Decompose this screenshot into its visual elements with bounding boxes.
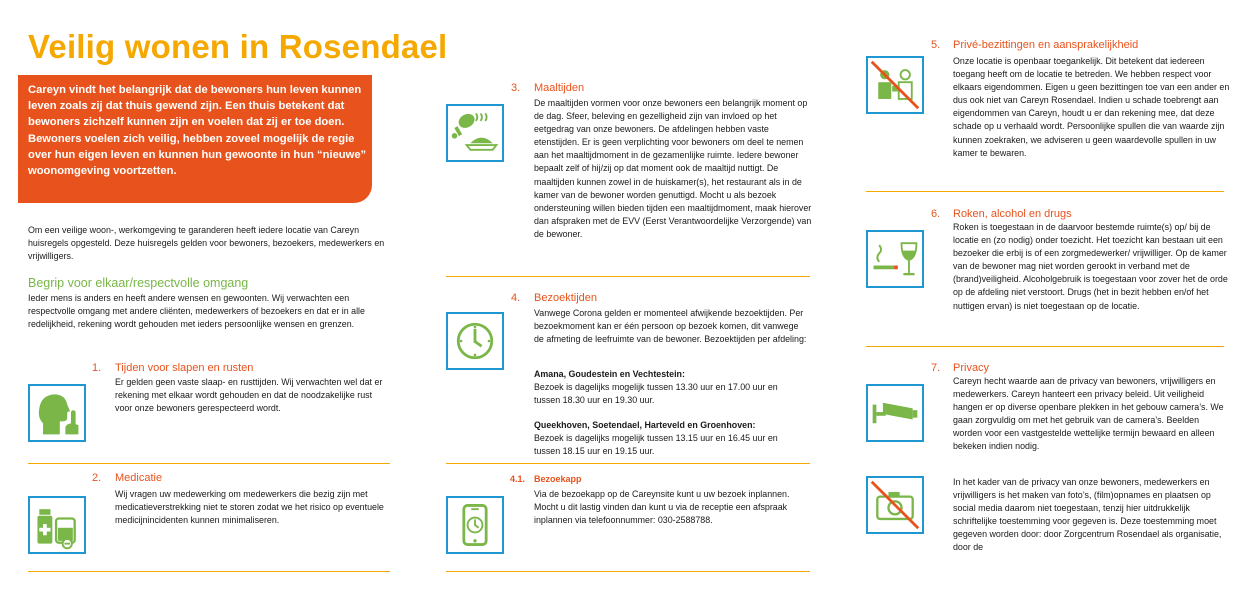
section-5-number: 5. <box>931 39 941 51</box>
divider <box>446 463 810 464</box>
section-4-1-number: 4.1. <box>510 474 526 484</box>
divider <box>446 276 810 277</box>
clock-icon <box>446 312 504 370</box>
section-4-title: Bezoektijden <box>534 292 597 304</box>
divider <box>866 191 1224 192</box>
section-4-body: Vanwege Corona gelden er momenteel afwijkende bezoektijden. Per bezoekmoment kan er één persoon op bezoek komen, dit vanwege de afmeting de leefruimte van de bewoner. Bezoektijden per afdeling: <box>534 308 807 345</box>
divider <box>28 571 390 572</box>
section-2-body: Wij vragen uw medewerking om medewerkers die bezig zijn met medicatieverstrekking niet te storen zodat we het risico op eventuele medicijnincidenten kunnen minimaliseren. <box>115 489 384 526</box>
section-1-title: Tijden voor slapen en rusten <box>115 362 254 374</box>
no-photo-camera-icon <box>866 476 924 534</box>
smoking-alcohol-icon <box>866 230 924 288</box>
lead-paragraph: Om een veilige woon-, werkomgeving te garanderen heeft iedere locatie van Careyn huisregels opgesteld. Deze huisregels gelden voor bewoners, bezoekers, medewerkers en vrijwilligers. <box>28 225 385 262</box>
section-5-title: Privé-bezittingen en aansprakelijkheid <box>953 39 1139 51</box>
section-4-group2-body: Bezoek is dagelijks mogelijk tussen 13.15 uur en 16.45 uur en tussen 18.15 uur en 19.15 uur. <box>534 433 778 457</box>
section-4-group2-title: Queekhoven, Soetendael, Harteveld en Groenhoven: <box>534 420 756 430</box>
section-1-body: Er gelden geen vaste slaap- en rusttijden. Wij verwachten wel dat er rekening met elkaar wordt gehouden en dat de noodzakelijke rust voor onze bewoners gerespecteerd wordt. <box>115 377 383 414</box>
security-camera-icon <box>866 384 924 442</box>
divider <box>446 571 810 572</box>
section-6-body: Roken is toegestaan in de daarvoor bestemde ruimte(s) op/ bij de locatie en (zo nodig) onder toezicht. Het toezicht kan bestaan uit een bezoeker die erbij is of een zorgmedewerker/ vrijwilliger. Op de kamer van de bewoner mag niet worden gerookt in verband met de (brand)veiligheid. Alcoholgebruik is toegestaan voor zover het de orde op de afdeling niet verstoort. Drugs (het in bezit hebben en/of het nuttigen ervan) is niet toegestaan op de locatie. <box>953 222 1228 311</box>
respect-paragraph: Ieder mens is anders en heeft andere wensen en gewoonten. Wij verwachten een respectvolle omgang met andere cliënten, medewerkers of bezoekers en dat er in alle redelijkheid, rekening wordt gehouden met ieders persoonlijke wensen en grenzen. <box>28 293 365 330</box>
section-4-number: 4. <box>511 292 521 304</box>
section-7-title: Privacy <box>953 362 990 374</box>
section-4-group1-title: Amana, Goudestein en Vechtestein: <box>534 369 685 379</box>
section-4-1-body: Via de bezoekapp op de Careynsite kunt u uw bezoek inplannen. Mocht u dit lastig vinden dan kunt u via de receptie een afspraak inplannen via telefoonnummer: 030-2588788. <box>534 489 790 526</box>
section-5-body: Onze locatie is openbaar toegankelijk. Dit betekent dat iedereen toegang heeft om de locatie te betreden. We hebben respect voor elkaars eigendommen. Eigen u geen bezittingen toe van een ander en dus ook niet van Careyn Rosendael. Indien u schade toebrengt aan eigendommen van Careyn, houdt u er dan rekening mee, dat deze schade op u verhaald wordt. Persoonlijke spullen die van waarde zijn kunnen zoekraken, we adviseren u geen waardevolle spullen in uw kamer te bewaren. <box>953 56 1230 158</box>
section-2-number: 2. <box>92 472 102 484</box>
section-3-title: Maaltijden <box>534 82 585 94</box>
medication-icon <box>28 496 86 554</box>
section-3-number: 3. <box>511 82 521 94</box>
respect-heading: Begrip voor elkaar/respectvolle omgang <box>28 276 249 290</box>
section-4-group1-body: Bezoek is dagelijks mogelijk tussen 13.30 uur en 17.00 uur en tussen 18.30 uur en 19.30 uur. <box>534 382 778 406</box>
section-4-1-title: Bezoekapp <box>534 474 582 484</box>
section-2-title: Medicatie <box>115 472 163 484</box>
section-3-body: De maaltijden vormen voor onze bewoners een belangrijk moment op de dag. Sfeer, beleving en gezelligheid zijn van invloed op het eetgedrag van onze bewoners. De afdelingen hebben vaste etenstijden. Er is geen verplichting voor bewoners om deel te nemen aan het maaltijdmoment in de gezamenlijke ruimte. Iedere bewoner bepaalt zelf of hij/zij op dat moment ook de maaltijd nuttigt. De maaltijden kunnen zowel in de huiskamer(s), het restaurant als in de kamer van de bewoner worden genuttigd. Mocht u als bezoek ondersteuning willen bieden tijden een maaltijdmoment, maak hierover dan afspraken met de EVV (Eerst Verantwoordelijke Verzorgende) van de bewoner. <box>534 98 812 239</box>
section-7-body-1: Careyn hecht waarde aan de privacy van bewoners, vrijwilligers en medewerkers. Careyn hanteert een privacy beleid. Uit veiligheid hangen er op diverse openbare plekken in het gebouw camera’s. We gaan zorgvuldig om met het gebruik van de camera’s. Beelden worden voor een vastgestelde wettelijke termijn bewaard en alleen bekeken indien nodig. <box>953 376 1224 452</box>
phone-app-icon <box>446 496 504 554</box>
divider <box>866 346 1224 347</box>
no-taking-belongings-icon <box>866 56 924 114</box>
page-title: Veilig wonen in Rosendael <box>28 28 448 65</box>
quiet-person-icon <box>28 384 86 442</box>
intro-text: Careyn vindt het belangrijk dat de bewoners hun leven kunnen leven zoals zij dat thuis gewend zijn. Een thuis betekent dat bewoners zichzelf kunnen zijn en voelen dat zij er toe doen. Bewoners voelen zich veilig, hebben zoveel mogelijk de regie over hun eigen leven en kunnen hun gewoonte in hun “nieuwe” woonomgeving voortzetten. <box>28 84 367 178</box>
section-6-title: Roken, alcohol en drugs <box>953 208 1072 220</box>
section-6-number: 6. <box>931 208 941 220</box>
meal-icon <box>446 104 504 162</box>
divider <box>28 463 390 464</box>
section-7-body-2: In het kader van de privacy van onze bewoners, medewerkers en vrijwilligers is het maken van foto’s, (film)opnames en plaatsen op social media daarom niet toegestaan, tenzij hier uitdrukkelijk schriftelijke toestemming voor gegeven is. Deze toestemming moet gegeven worden door: door Zorgcentrum Rosendael als organisatie, door de <box>953 477 1222 553</box>
section-1-number: 1. <box>92 362 102 374</box>
section-7-number: 7. <box>931 362 941 374</box>
